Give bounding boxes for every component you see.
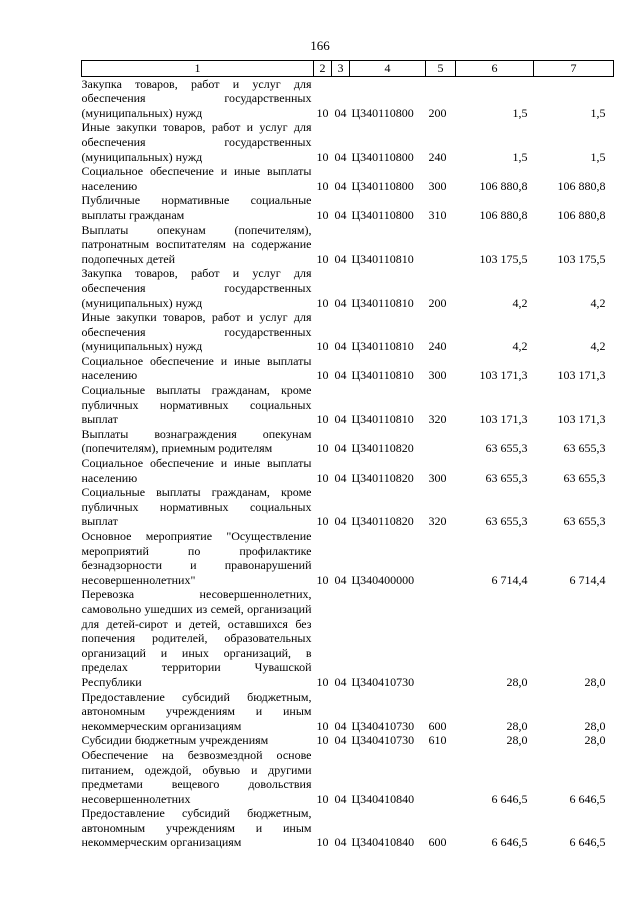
- row-amount-col7: 1,5: [590, 105, 606, 120]
- row-amount-col7: 103 171,3: [557, 412, 606, 427]
- row-amount-col6: 28,0: [506, 733, 528, 748]
- row-section: 10: [316, 441, 329, 456]
- row-name: Закупка товаров, работ и услуг для обеспечения государственных (муниципальных) нужд: [81, 76, 312, 120]
- table-row: [82, 733, 614, 748]
- row-name: Закупка товаров, работ и услуг для обеспечения государственных (муниципальных) нужд: [81, 266, 312, 310]
- table-row: [82, 193, 614, 222]
- row-section: 10: [316, 572, 329, 587]
- header-row: [82, 61, 614, 77]
- row-section: 10: [316, 733, 329, 748]
- row-amount-col6: 6 646,5: [491, 835, 528, 850]
- row-subsection: 04: [334, 835, 347, 850]
- row-target-code: Ц340110810: [351, 295, 414, 310]
- header-col-6: 6: [456, 61, 534, 77]
- row-expense-type: [426, 223, 456, 267]
- row-amount-col7: 28,0: [584, 733, 606, 748]
- row-name: Социальное обеспечение и иные выплаты населению: [81, 353, 312, 383]
- row-amount-col6: 63 655,3: [485, 441, 528, 456]
- row-expense-type: 320: [428, 514, 447, 529]
- row-amount-col6: 28,0: [506, 718, 528, 733]
- table-row: [82, 223, 614, 267]
- table-row: [82, 690, 614, 734]
- row-expense-type: [426, 529, 456, 587]
- row-name: Иные закупки товаров, работ и услуг для обеспечения государственных (муниципальных) нужд: [81, 120, 312, 164]
- row-amount-col7: 1,5: [590, 149, 606, 164]
- row-amount-col7: 4,2: [590, 295, 606, 310]
- row-section: 10: [316, 339, 329, 354]
- header-col-1: 1: [82, 61, 314, 77]
- row-expense-type: 300: [428, 470, 447, 485]
- row-target-code: Ц340110800: [351, 149, 414, 164]
- row-subsection: 04: [334, 674, 347, 689]
- row-subsection: 04: [334, 207, 347, 222]
- row-expense-type: 600: [428, 835, 447, 850]
- row-subsection: 04: [334, 251, 347, 266]
- row-target-code: Ц340110820: [351, 514, 414, 529]
- row-subsection: 04: [334, 791, 347, 806]
- row-subsection: 04: [334, 572, 347, 587]
- row-subsection: 04: [334, 470, 347, 485]
- row-amount-col6: 6 714,4: [491, 572, 528, 587]
- row-subsection: 04: [334, 412, 347, 427]
- row-amount-col6: 1,5: [512, 105, 528, 120]
- budget-table: [81, 60, 614, 850]
- row-section: 10: [316, 207, 329, 222]
- table-row: [82, 485, 614, 529]
- row-target-code: Ц340110810: [351, 339, 414, 354]
- row-target-code: Ц340110800: [351, 178, 414, 193]
- row-amount-col7: 63 655,3: [563, 441, 606, 456]
- row-subsection: 04: [334, 368, 347, 383]
- row-amount-col7: 63 655,3: [563, 470, 606, 485]
- row-amount-col6: 63 655,3: [485, 470, 528, 485]
- row-section: 10: [316, 514, 329, 529]
- row-expense-type: [426, 427, 456, 456]
- row-target-code: Ц340110810: [351, 412, 414, 427]
- row-name: Социальные выплаты гражданам, кроме публичных нормативных социальных выплат: [81, 485, 312, 529]
- row-amount-col6: 4,2: [512, 295, 528, 310]
- row-amount-col6: 103 171,3: [479, 368, 528, 383]
- row-target-code: Ц340410730: [351, 674, 415, 689]
- row-section: 10: [316, 368, 329, 383]
- row-subsection: 04: [334, 514, 347, 529]
- header-col-5: 5: [426, 61, 456, 77]
- row-subsection: 04: [334, 178, 347, 193]
- row-section: 10: [316, 470, 329, 485]
- row-expense-type: 320: [428, 412, 447, 427]
- header-col-2: 2: [314, 61, 332, 77]
- row-name: Обеспечение на безвозмездной основе питанием, одеждой, обувью и другими предметами вещевого довольствия несовершеннолетних: [81, 747, 312, 806]
- row-name: Предоставление субсидий бюджетным, автономным учреждениям и иным некоммерческим организациям: [81, 689, 312, 733]
- table-row: [82, 120, 614, 164]
- row-expense-type: 310: [428, 207, 447, 222]
- row-name: Перевозка несовершеннолетних, самовольно ушедших из семей, организаций для детей-сирот и детей, оставшихся без попечения родителей, образовательных организаций и иных организаций, в пределах территории Чувашской Республики: [81, 587, 312, 689]
- row-amount-col7: 4,2: [590, 339, 606, 354]
- row-target-code: Ц340110820: [351, 470, 414, 485]
- row-section: 10: [316, 105, 329, 120]
- table-row: [82, 266, 614, 310]
- row-expense-type: 610: [428, 733, 447, 748]
- row-expense-type: [426, 748, 456, 806]
- row-target-code: Ц340410840: [351, 835, 415, 850]
- row-name: Выплаты опекунам (попечителям), патронатным воспитателям на содержание подопечных детей: [81, 222, 312, 266]
- row-expense-type: 600: [428, 718, 447, 733]
- row-subsection: 04: [334, 733, 347, 748]
- row-subsection: 04: [334, 339, 347, 354]
- row-expense-type: 200: [428, 295, 447, 310]
- row-amount-col7: 28,0: [584, 674, 606, 689]
- table-row: [82, 76, 614, 120]
- row-expense-type: 200: [428, 105, 447, 120]
- row-target-code: Ц340110810: [351, 251, 414, 266]
- row-amount-col7: 106 880,8: [557, 207, 606, 222]
- row-amount-col7: 103 175,5: [557, 251, 606, 266]
- row-amount-col7: 28,0: [584, 718, 606, 733]
- row-name: Выплаты вознаграждения опекунам (попечителям), приемным родителям: [81, 426, 312, 456]
- row-amount-col6: 1,5: [512, 149, 528, 164]
- row-amount-col7: 6 646,5: [569, 835, 606, 850]
- row-expense-type: 240: [428, 149, 447, 164]
- row-amount-col6: 106 880,8: [479, 178, 528, 193]
- row-name: Иные закупки товаров, работ и услуг для обеспечения государственных (муниципальных) нужд: [81, 310, 312, 354]
- row-section: 10: [316, 251, 329, 266]
- table-row: [82, 587, 614, 689]
- row-section: 10: [316, 178, 329, 193]
- row-name: Публичные нормативные социальные выплаты гражданам: [81, 193, 312, 222]
- row-expense-type: 300: [428, 368, 447, 383]
- row-amount-col6: 6 646,5: [491, 791, 528, 806]
- row-target-code: Ц340110800: [351, 207, 414, 222]
- row-section: 10: [316, 791, 329, 806]
- header-col-4: 4: [350, 61, 426, 77]
- row-amount-col7: 6 714,4: [569, 572, 606, 587]
- table-row: [82, 383, 614, 427]
- row-name: Социальные выплаты гражданам, кроме публичных нормативных социальных выплат: [81, 383, 312, 427]
- row-amount-col7: 63 655,3: [563, 514, 606, 529]
- row-section: 10: [316, 674, 329, 689]
- row-expense-type: 240: [428, 339, 447, 354]
- row-name: Основное мероприятие "Осуществление мероприятий по профилактике безнадзорности и правонарушений несовершеннолетних": [81, 529, 312, 587]
- row-section: 10: [316, 835, 329, 850]
- row-expense-type: 300: [428, 178, 447, 193]
- row-amount-col6: 28,0: [506, 674, 528, 689]
- row-target-code: Ц340410840: [351, 791, 415, 806]
- row-amount-col6: 4,2: [512, 339, 528, 354]
- row-target-code: Ц340110800: [351, 105, 414, 120]
- row-section: 10: [316, 412, 329, 427]
- header-col-3: 3: [332, 61, 350, 77]
- header-col-7: 7: [534, 61, 614, 77]
- row-target-code: Ц340400000: [351, 572, 415, 587]
- row-name: Социальное обеспечение и иные выплаты населению: [81, 164, 312, 193]
- row-subsection: 04: [334, 295, 347, 310]
- row-amount-col7: 103 171,3: [557, 368, 606, 383]
- row-target-code: Ц340110810: [351, 368, 414, 383]
- table-row: [82, 456, 614, 485]
- row-target-code: Ц340110820: [351, 441, 414, 456]
- row-subsection: 04: [334, 718, 347, 733]
- table-row: [82, 164, 614, 193]
- row-amount-col7: 6 646,5: [569, 791, 606, 806]
- row-subsection: 04: [334, 105, 347, 120]
- row-name: Предоставление субсидий бюджетным, автономным учреждениям и иным некоммерческим организациям: [81, 806, 312, 850]
- row-section: 10: [316, 149, 329, 164]
- row-amount-col7: 106 880,8: [557, 178, 606, 193]
- page-number: 166: [310, 38, 330, 53]
- row-expense-type: [426, 587, 456, 689]
- table-row: [82, 748, 614, 806]
- row-amount-col6: 103 171,3: [479, 412, 528, 427]
- row-name: Субсидии бюджетным учреждениям: [81, 733, 269, 748]
- row-subsection: 04: [334, 441, 347, 456]
- row-name: Социальное обеспечение и иные выплаты населению: [81, 456, 312, 485]
- row-amount-col6: 106 880,8: [479, 207, 528, 222]
- table-row: [82, 354, 614, 383]
- table-row: [82, 529, 614, 587]
- row-target-code: Ц340410730: [351, 733, 415, 748]
- row-target-code: Ц340410730: [351, 718, 415, 733]
- table-row: [82, 806, 614, 850]
- row-section: 10: [316, 295, 329, 310]
- table-row: [82, 310, 614, 354]
- row-section: 10: [316, 718, 329, 733]
- row-amount-col6: 63 655,3: [485, 514, 528, 529]
- table-row: [82, 427, 614, 456]
- row-subsection: 04: [334, 149, 347, 164]
- row-amount-col6: 103 175,5: [479, 251, 528, 266]
